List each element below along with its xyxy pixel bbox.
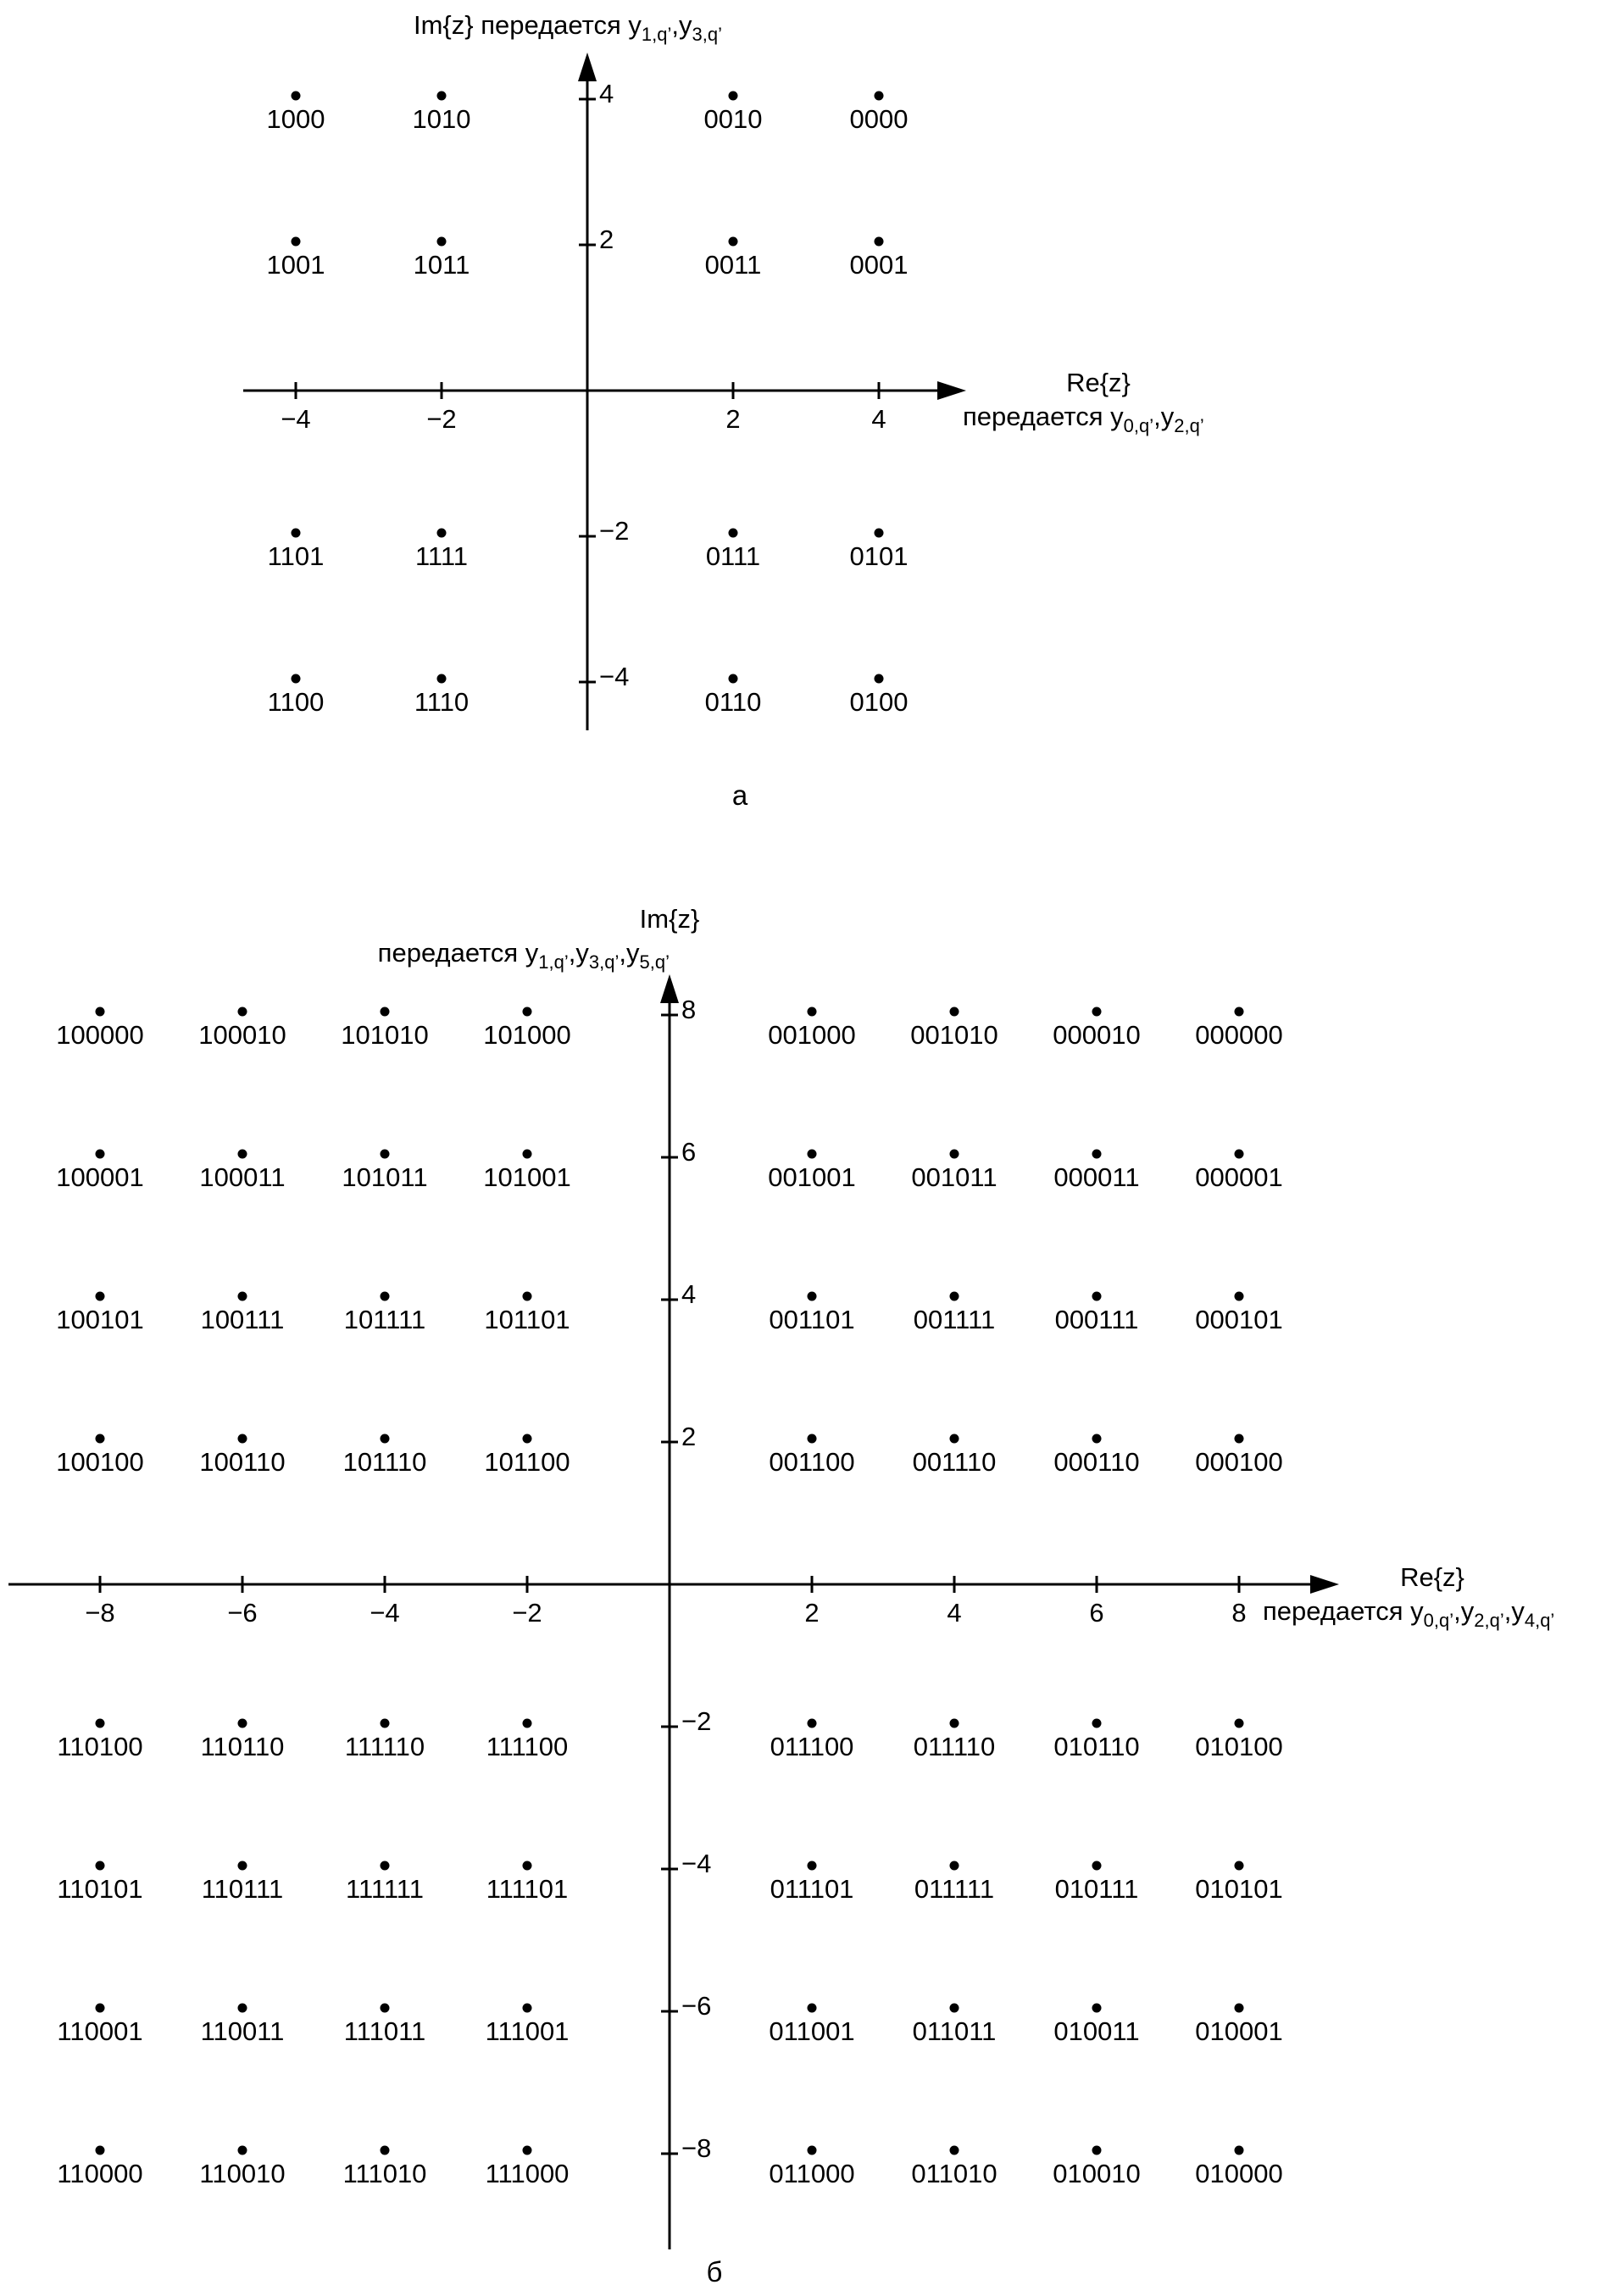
constellation-point-label: 101001 xyxy=(483,1162,571,1192)
constellation-point xyxy=(238,1434,247,1444)
constellation-point-label: 111111 xyxy=(346,1874,424,1904)
x-tick-label: −8 xyxy=(85,1598,115,1628)
constellation-point xyxy=(381,1007,390,1017)
constellation-point-label: 101010 xyxy=(341,1020,429,1050)
constellation-point xyxy=(523,1861,532,1871)
constellation-point xyxy=(381,1861,390,1871)
constellation-point xyxy=(523,2004,532,2013)
constellation-point xyxy=(523,1434,532,1444)
x-tick-label: −2 xyxy=(512,1598,542,1628)
constellation-point-label: 1010 xyxy=(412,104,471,134)
constellation-point xyxy=(1235,2146,1244,2155)
constellation-point xyxy=(950,2146,959,2155)
y-axis-label-line1: Im{z} xyxy=(639,904,700,934)
constellation-point xyxy=(437,674,447,684)
constellation-point-label: 000101 xyxy=(1195,1305,1283,1334)
x-tick-label: −4 xyxy=(370,1598,400,1628)
constellation-point-label: 011101 xyxy=(770,1874,854,1904)
x-tick-label: −6 xyxy=(227,1598,258,1628)
constellation-point xyxy=(292,529,301,538)
constellation-point-label: 1111 xyxy=(414,541,469,571)
constellation-point-label: 0000 xyxy=(849,104,909,134)
constellation-point-label: 001100 xyxy=(769,1447,855,1477)
y-tick-label: −8 xyxy=(681,2133,712,2163)
constellation-point xyxy=(1235,1719,1244,1728)
y-tick-label: −6 xyxy=(681,1991,712,2021)
constellation-point xyxy=(292,237,301,247)
constellation-point xyxy=(1235,1434,1244,1444)
constellation-point xyxy=(96,1719,105,1728)
constellation-point xyxy=(1235,1292,1244,1301)
constellation-point xyxy=(523,2146,532,2155)
constellation-point-label: 101011 xyxy=(342,1162,428,1192)
constellation-point-label: 010011 xyxy=(1053,2016,1140,2046)
y-tick-label: 2 xyxy=(681,1422,697,1451)
x-tick-label: 6 xyxy=(1089,1598,1104,1628)
constellation-point-label: 010001 xyxy=(1195,2016,1283,2046)
y-tick-label: 8 xyxy=(681,995,697,1024)
constellation-point xyxy=(729,92,738,101)
constellation-point xyxy=(1235,1861,1244,1871)
constellation-point-label: 1110 xyxy=(414,687,470,717)
constellation-point xyxy=(381,1150,390,1159)
constellation-point xyxy=(875,529,884,538)
constellation-point xyxy=(523,1007,532,1017)
chart-2 xyxy=(8,904,1554,2288)
constellation-point-label: 001011 xyxy=(911,1162,997,1192)
constellation-point-label: 011010 xyxy=(911,2159,997,2188)
constellation-point-label: 000001 xyxy=(1195,1162,1283,1192)
constellation-point-label: 001101 xyxy=(769,1305,855,1334)
constellation-point-label: 0011 xyxy=(704,250,762,280)
constellation-point xyxy=(381,1292,390,1301)
constellation-point xyxy=(1235,2004,1244,2013)
x-tick-label: 2 xyxy=(725,404,741,434)
constellation-point xyxy=(96,1150,105,1159)
constellation-point xyxy=(729,237,738,247)
constellation-point xyxy=(238,2146,247,2155)
constellation-point xyxy=(238,1007,247,1017)
y-tick-label: 2 xyxy=(599,225,614,254)
x-axis-arrow xyxy=(1310,1575,1339,1594)
constellation-point xyxy=(381,1434,390,1444)
chart-caption: б xyxy=(706,2256,723,2288)
constellation-point-label: 101111 xyxy=(343,1305,426,1334)
constellation-point xyxy=(1092,1719,1102,1728)
constellation-point xyxy=(1092,1007,1102,1017)
y-tick-label: 6 xyxy=(681,1137,697,1167)
constellation-point-label: 011001 xyxy=(769,2016,855,2046)
constellation-point xyxy=(950,1434,959,1444)
constellation-point-label: 011111 xyxy=(914,1874,995,1904)
x-tick-label: 4 xyxy=(871,404,886,434)
constellation-point xyxy=(808,1719,817,1728)
constellation-point-label: 0010 xyxy=(703,104,763,134)
x-tick-label: −2 xyxy=(426,404,457,434)
constellation-point xyxy=(523,1719,532,1728)
constellation-point xyxy=(292,674,301,684)
constellation-point-label: 001010 xyxy=(910,1020,998,1050)
constellation-point-label: 101000 xyxy=(483,1020,571,1050)
constellation-point xyxy=(808,1007,817,1017)
constellation-point-label: 001111 xyxy=(913,1305,996,1334)
constellation-point-label: 000010 xyxy=(1053,1020,1141,1050)
constellation-point xyxy=(875,237,884,247)
constellation-point xyxy=(875,674,884,684)
constellation-point xyxy=(808,2004,817,2013)
constellation-point xyxy=(96,1861,105,1871)
constellation-point xyxy=(729,674,738,684)
x-axis-arrow xyxy=(937,381,966,400)
y-axis-label: Im{z} передается $y_{1,q’},y_{3,q’}$ xyxy=(414,10,722,45)
constellation-point xyxy=(437,237,447,247)
constellation-point-label: 001110 xyxy=(912,1447,997,1477)
constellation-point xyxy=(96,1007,105,1017)
constellation-point xyxy=(437,92,447,101)
constellation-point-label: 111110 xyxy=(344,1732,425,1761)
y-tick-label: 4 xyxy=(681,1279,697,1309)
constellation-point xyxy=(875,92,884,101)
chart-caption: а xyxy=(731,779,748,811)
constellation-point xyxy=(950,1292,959,1301)
constellation-point xyxy=(808,1150,817,1159)
constellation-point-label: 011100 xyxy=(770,1732,854,1761)
constellation-point xyxy=(238,2004,247,2013)
y-tick-label: −4 xyxy=(681,1849,712,1878)
constellation-point-label: 110001 xyxy=(57,2016,143,2046)
constellation-point-label: 010110 xyxy=(1053,1732,1140,1761)
constellation-point xyxy=(808,1861,817,1871)
constellation-point-label: 110100 xyxy=(57,1732,143,1761)
constellation-point-label: 010100 xyxy=(1195,1732,1283,1761)
constellation-point xyxy=(381,2004,390,2013)
x-axis-label-line1: Re{z} xyxy=(1400,1562,1464,1592)
constellation-point-label: 011011 xyxy=(912,2016,997,2046)
constellation-point-label: 110011 xyxy=(200,2016,285,2046)
constellation-point-label: 111011 xyxy=(343,2016,426,2046)
constellation-point-label: 000011 xyxy=(1053,1162,1140,1192)
x-tick-label: −4 xyxy=(281,404,311,434)
constellation-point-label: 1001 xyxy=(266,250,325,280)
constellation-point xyxy=(1092,2146,1102,2155)
constellation-point xyxy=(950,1861,959,1871)
constellation-point xyxy=(729,529,738,538)
constellation-point xyxy=(808,1292,817,1301)
x-tick-label: 4 xyxy=(947,1598,962,1628)
constellation-point-label: 010111 xyxy=(1054,1874,1139,1904)
y-tick-label: 4 xyxy=(599,79,614,108)
constellation-point xyxy=(437,529,447,538)
constellation-point-label: 101101 xyxy=(484,1305,570,1334)
constellation-point-label: 100010 xyxy=(198,1020,286,1050)
constellation-point-label: 011110 xyxy=(913,1732,996,1761)
constellation-point-label: 1100 xyxy=(267,687,325,717)
y-tick-label: −2 xyxy=(681,1706,712,1736)
x-axis-label: передается $y_{0,q’},y_{2,q’}$ xyxy=(963,402,1204,436)
constellation-point-label: 111100 xyxy=(486,1732,569,1761)
constellation-point-label: 0110 xyxy=(704,687,762,717)
constellation-point-label: 100110 xyxy=(199,1447,286,1477)
constellation-point-label: 0101 xyxy=(849,541,909,571)
y-axis-arrow xyxy=(578,53,597,81)
x-axis-label-line1: Re{z} xyxy=(1066,368,1131,397)
constellation-point-label: 0100 xyxy=(849,687,909,717)
constellation-point-label: 111010 xyxy=(342,2159,427,2188)
constellation-point xyxy=(950,1719,959,1728)
constellation-point-label: 0001 xyxy=(849,250,909,280)
x-tick-label: 8 xyxy=(1231,1598,1247,1628)
y-tick-label: −4 xyxy=(599,662,630,691)
constellation-point xyxy=(381,2146,390,2155)
constellation-point xyxy=(950,2004,959,2013)
constellation-point-label: 011000 xyxy=(769,2159,855,2188)
y-tick-label: −2 xyxy=(599,516,630,546)
x-tick-label: 2 xyxy=(804,1598,820,1628)
constellation-point xyxy=(292,92,301,101)
constellation-point-label: 1000 xyxy=(266,104,325,134)
constellation-point-label: 000100 xyxy=(1195,1447,1283,1477)
constellation-point xyxy=(1092,1150,1102,1159)
y-axis-arrow xyxy=(660,974,679,1003)
constellation-point-label: 010010 xyxy=(1053,2159,1141,2188)
constellation-point-label: 100111 xyxy=(200,1305,285,1334)
constellation-point-label: 1101 xyxy=(267,541,325,571)
constellation-point xyxy=(523,1292,532,1301)
constellation-point xyxy=(96,1434,105,1444)
constellation-point xyxy=(96,2004,105,2013)
constellation-point-label: 110010 xyxy=(199,2159,286,2188)
constellation-point-label: 001000 xyxy=(768,1020,856,1050)
constellation-point xyxy=(1092,2004,1102,2013)
constellation-point-label: 111000 xyxy=(485,2159,570,2188)
constellation-point-label: 111101 xyxy=(486,1874,569,1904)
constellation-point xyxy=(523,1150,532,1159)
constellation-point-label: 000111 xyxy=(1054,1305,1139,1334)
constellation-point-label: 1011 xyxy=(413,250,470,280)
constellation-point-label: 000000 xyxy=(1195,1020,1283,1050)
constellation-point-label: 100101 xyxy=(56,1305,144,1334)
constellation-point-label: 100100 xyxy=(56,1447,144,1477)
constellation-point xyxy=(1235,1150,1244,1159)
constellation-point-label: 001001 xyxy=(768,1162,856,1192)
constellation-point-label: 110101 xyxy=(57,1874,143,1904)
constellation-point-label: 0111 xyxy=(705,541,761,571)
constellation-point-label: 010000 xyxy=(1195,2159,1283,2188)
constellation-point xyxy=(950,1150,959,1159)
constellation-point xyxy=(950,1007,959,1017)
constellation-point-label: 111001 xyxy=(485,2016,570,2046)
constellation-point xyxy=(238,1861,247,1871)
constellation-point-label: 010101 xyxy=(1195,1874,1283,1904)
constellation-point xyxy=(808,1434,817,1444)
constellation-point xyxy=(1235,1007,1244,1017)
constellation-point xyxy=(1092,1434,1102,1444)
constellation-point xyxy=(238,1150,247,1159)
constellation-point xyxy=(381,1719,390,1728)
constellation-point xyxy=(238,1292,247,1301)
chart-1 xyxy=(243,10,1204,811)
x-axis-label: передается $y_{0,q’},y_{2,q’},y_{4,q’}$ xyxy=(1263,1596,1555,1631)
constellation-point-label: 100011 xyxy=(199,1162,286,1192)
constellation-point xyxy=(238,1719,247,1728)
constellation-point xyxy=(96,2146,105,2155)
constellation-point xyxy=(96,1292,105,1301)
constellation-point-label: 000110 xyxy=(1053,1447,1140,1477)
constellation-point-label: 100001 xyxy=(56,1162,144,1192)
constellation-point-label: 110000 xyxy=(57,2159,143,2188)
constellation-point xyxy=(808,2146,817,2155)
constellation-point-label: 110111 xyxy=(201,1874,284,1904)
constellation-point-label: 101100 xyxy=(484,1447,570,1477)
constellation-point xyxy=(1092,1861,1102,1871)
constellation-point xyxy=(1092,1292,1102,1301)
constellation-point-label: 100000 xyxy=(56,1020,144,1050)
constellation-point-label: 101110 xyxy=(342,1447,427,1477)
constellation-point-label: 110110 xyxy=(200,1732,285,1761)
y-axis-label: передается $y_{1,q’},y_{3,q’},y_{5,q’}$ xyxy=(377,938,670,973)
